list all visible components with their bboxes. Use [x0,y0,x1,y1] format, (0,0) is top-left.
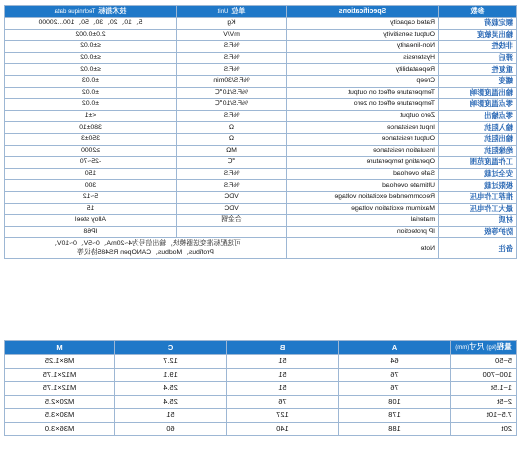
spec-row [5,41,517,53]
header-param: 参数 [439,6,517,18]
param-unit [177,226,287,238]
spec-row [5,145,517,157]
range-cell: 100~700 [451,368,517,382]
dimension-row [5,382,517,396]
param-unit: %F.S [177,180,287,192]
param-value: IP68 [5,226,177,238]
param-value: -25~70 [5,157,177,169]
b-cell: 51 [227,382,339,396]
param-name-zh: 推荐工作电压 [439,191,517,203]
param-value: 5~12 [5,191,177,203]
a-cell: 178 [339,409,451,423]
param-value: ≤±0.02 [5,64,177,76]
param-value: ±0.02 [5,99,177,111]
param-name-en: IP protection [287,226,439,238]
dimension-row [5,368,517,382]
m-cell: M20×2.5 [5,395,115,409]
param-name-zh: 极限过载 [439,180,517,192]
param-name-en: Operating temperature [287,157,439,169]
param-name-zh: 最大工作电压 [439,203,517,215]
param-name-en: Hysteresis [287,52,439,64]
param-name-zh: 零点输出 [439,110,517,122]
param-name-zh: 绝缘阻抗 [439,145,517,157]
header-specifications: Specifications [287,6,439,18]
range-cell: 7.5~10t [451,409,517,423]
param-value: 15 [5,203,177,215]
dimension-row [5,422,517,436]
param-name-en: Output resistance [287,133,439,145]
param-unit: 合金钢 [177,215,287,227]
spec-row [5,133,517,145]
c-cell: 25.4 [115,382,227,396]
param-name-zh: 工作温度范围 [439,157,517,169]
spec-row [5,203,517,215]
c-cell: 12.7 [115,355,227,369]
note-row [5,238,517,259]
range-cell: 2~5t [451,395,517,409]
param-unit: VDC [177,191,287,203]
param-name-en: material [287,215,439,227]
range-cell: 1~1.5t [451,382,517,396]
m-cell: M12×1.75 [5,368,115,382]
dimension-row [5,395,517,409]
param-unit: mV/V [177,29,287,41]
param-name-en: Input resistance [287,122,439,134]
spec-row [5,168,517,180]
spec-row [5,99,517,111]
c-cell: 51 [115,409,227,423]
spec-row [5,215,517,227]
param-unit: MΩ [177,145,287,157]
spec-row [5,157,517,169]
param-value: ≤±0.02 [5,52,177,64]
note-line-1: 可选配标准变送器模块，输出信号为4~20mA、0~5V、0~10V、 [50,240,241,248]
note-label-zh: 备注 [439,238,517,259]
param-name-en: Output sensitivity [287,29,439,41]
param-name-en: Rated capacity [287,18,439,30]
param-value: Alloy steel [5,215,177,227]
param-name-zh: 输出阻抗 [439,133,517,145]
m-cell: M8×1.25 [5,355,115,369]
param-name-zh: 非线性 [439,41,517,53]
param-unit: Ω [177,122,287,134]
param-value: ±0.02 [5,87,177,99]
spec-row [5,18,517,30]
param-name-zh: 额定载荷 [439,18,517,30]
param-value: 5、10、20、30、50、100...20000 [5,18,177,30]
param-value: 300 [5,180,177,192]
param-unit: %F.S [177,168,287,180]
spec-table [4,5,517,259]
param-value: 380±10 [5,122,177,134]
param-value: ≥2000 [5,145,177,157]
param-name-en: Repeatability [287,64,439,76]
range-cell: 20t [451,422,517,436]
param-name-zh: 滞后 [439,52,517,64]
param-unit: %F.S [177,64,287,76]
spec-row [5,52,517,64]
b-cell: 76 [227,395,339,409]
b-cell: 51 [227,355,339,369]
param-unit: %F.S [177,41,287,53]
header-range: 量程(kg) 尺寸(mm) [451,341,517,355]
a-cell: 108 [339,395,451,409]
param-name-zh: 零点温度影响 [439,99,517,111]
spec-header-row [5,6,517,18]
note-label-en: Note [287,238,439,259]
param-name-en: Zero output [287,110,439,122]
a-cell: 76 [339,382,451,396]
spec-row [5,110,517,122]
param-value: 150 [5,168,177,180]
spec-row [5,29,517,41]
param-name-zh: 蠕变 [439,75,517,87]
param-name-en: Temperature effect on zero [287,99,439,111]
m-cell: M12×1.75 [5,382,115,396]
b-cell: 127 [227,409,339,423]
param-unit: %F.S/10℃ [177,87,287,99]
param-name-zh: 输出灵敏度 [439,29,517,41]
spec-row [5,226,517,238]
range-cell: 5~50 [451,355,517,369]
c-cell: 19.1 [115,368,227,382]
param-value: ≤±0.02 [5,41,177,53]
param-name-zh: 防护等级 [439,226,517,238]
dimension-table [4,340,517,436]
c-cell: 60 [115,422,227,436]
header-technique-data: 技术指标Technique data [5,6,177,18]
param-unit: %F.S/10℃ [177,99,287,111]
param-unit: %F.S [177,110,287,122]
param-value: <±1 [5,110,177,122]
b-cell: 140 [227,422,339,436]
header-a: A [339,341,451,355]
param-name-en: Safe overload [287,168,439,180]
c-cell: 25.4 [115,395,227,409]
a-cell: 76 [339,368,451,382]
param-name-zh: 输出温度影响 [439,87,517,99]
b-cell: 51 [227,368,339,382]
param-unit: ℃ [177,157,287,169]
m-cell: M36×3.0 [5,422,115,436]
param-value: ±0.03 [5,75,177,87]
spec-row [5,122,517,134]
param-name-en: Creep [287,75,439,87]
param-name-zh: 重复性 [439,64,517,76]
header-c: C [115,341,227,355]
param-name-en: Ultimate overload [287,180,439,192]
spec-row [5,75,517,87]
param-unit: Kg [177,18,287,30]
note-text [5,238,287,259]
header-b: B [227,341,339,355]
a-cell: 64 [339,355,451,369]
param-unit: %F.S/30min [177,75,287,87]
dimension-header-row [5,341,517,355]
param-unit: VDC [177,203,287,215]
header-m: M [5,341,115,355]
dimension-row [5,409,517,423]
a-cell: 188 [339,422,451,436]
param-name-en: Temperature effect on output [287,87,439,99]
note-line-2: Profibus、Modbus、CANOpen RS485协议等 [77,249,214,257]
param-name-en: Non-linearity [287,41,439,53]
param-unit: %F.S [177,52,287,64]
param-name-zh: 安全过载 [439,168,517,180]
spec-row [5,64,517,76]
param-name-zh: 材质 [439,215,517,227]
param-name-en: Maximum excitation voltage [287,203,439,215]
spec-row [5,191,517,203]
param-name-zh: 输入阻抗 [439,122,517,134]
dimension-row [5,355,517,369]
m-cell: M30×3.5 [5,409,115,423]
spec-row [5,87,517,99]
param-unit: Ω [177,133,287,145]
param-name-en: Recommended excitation voltage [287,191,439,203]
header-unit: 单位Unit [177,6,287,18]
param-name-en: Insulation resistance [287,145,439,157]
param-value: 2.0±0.002 [5,29,177,41]
param-value: 350±3 [5,133,177,145]
spec-row [5,180,517,192]
